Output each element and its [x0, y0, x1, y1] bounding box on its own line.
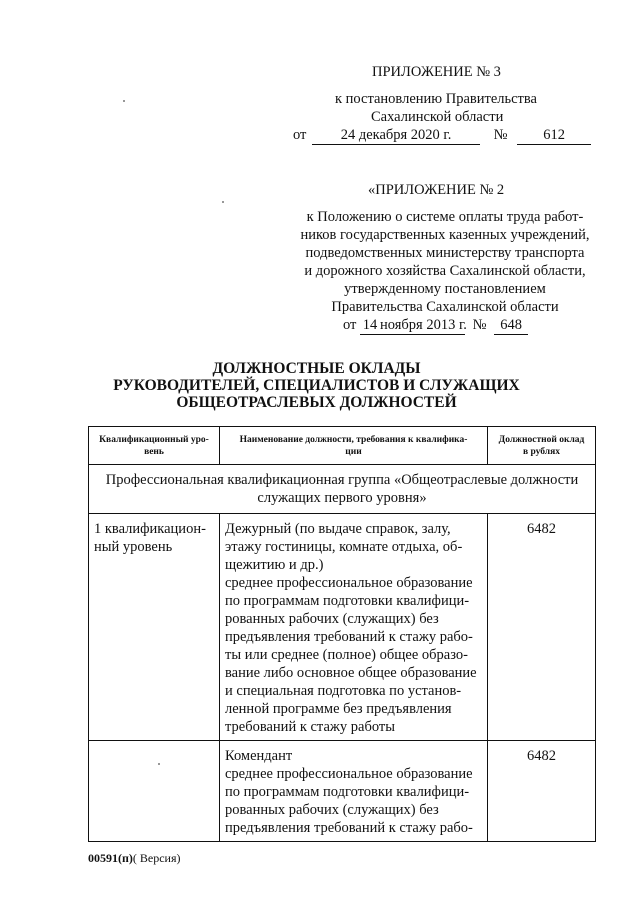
level-cell — [89, 741, 219, 751]
appendix2-line: Правительства Сахалинской области — [331, 299, 559, 315]
level-cell: 1 квалификацион- ный уровень — [94, 521, 206, 555]
number-label: № — [472, 317, 487, 333]
footer — [88, 851, 181, 866]
description-cell: Дежурный (по выдаче справок, залу, этажу гостиницы, комнате отдыха, об- щежитию и др.) среднее профессиональное образование по программам подготовки квалифици- рованных рабочих (служащих) без предъявления требований к стажу рабо- ты или среднее (полное) общее образо- вание либо основное общее образование и специальная подготовка по установ- ленной программе без предъявления требований к стажу работы — [225, 521, 477, 735]
appendix2-date-line — [343, 316, 528, 335]
appendix3-number: 612 — [517, 126, 591, 145]
scan-speck — [158, 763, 160, 765]
column-header: Квалификационный уро- вень — [89, 427, 220, 465]
appendix3-line2: Сахалинской области — [371, 109, 504, 125]
appendix2-month-year: ноября 2013 г. — [380, 317, 467, 333]
appendix3-title: ПРИЛОЖЕНИЕ № 3 — [372, 64, 501, 80]
heading-line1: ДОЛЖНОСТНЫЕ ОКЛАДЫ — [212, 360, 421, 377]
appendix2-number: 648 — [494, 316, 528, 335]
table-row — [89, 741, 596, 842]
appendix3-line1: к постановлению Правительства — [335, 91, 537, 107]
from-label: от — [293, 127, 307, 143]
column-header: Должностной оклад в рублях — [488, 427, 596, 465]
table-row — [89, 514, 596, 741]
salary-cell: 6482 — [527, 748, 556, 764]
appendix2-title: «ПРИЛОЖЕНИЕ № 2 — [368, 182, 505, 198]
appendix3-date-line — [293, 126, 591, 145]
scan-speck — [123, 100, 125, 102]
appendix2-line: утвержденному постановлением — [344, 281, 546, 297]
group-title: Профессиональная квалификационная группа «Общеотраслевые должности служащих первого уровня» — [105, 472, 579, 506]
appendix2-line: подведомственных министерству транспорта — [305, 245, 585, 261]
appendix2-day: 14 — [360, 316, 380, 335]
appendix2-lines — [280, 208, 610, 316]
number-label: № — [493, 127, 508, 143]
footer-version: ( Версия) — [132, 851, 181, 865]
salary-table — [88, 426, 596, 842]
scan-speck — [222, 201, 224, 203]
from-label: от — [343, 317, 357, 333]
table-header-row — [89, 427, 596, 465]
appendix2-line: и дорожного хозяйства Сахалинской области, — [304, 263, 586, 279]
heading-line3: ОБЩЕОТРАСЛЕВЫХ ДОЛЖНОСТЕЙ — [176, 394, 457, 411]
footer-code: 00591(п) — [88, 851, 133, 865]
appendix2-line: к Положению о системе оплаты труда работ- — [306, 209, 584, 225]
description-cell: Комендант среднее профессиональное образование по программам подготовки квалифици- рованных рабочих (служащих) без предъявления требований к стажу рабо- — [225, 748, 473, 836]
group-row — [89, 465, 596, 514]
salary-cell: 6482 — [527, 521, 556, 537]
heading-line2: РУКОВОДИТЕЛЕЙ, СПЕЦИАЛИСТОВ И СЛУЖАЩИХ — [113, 377, 520, 394]
appendix2-line: ников государственных казенных учреждений, — [300, 227, 590, 243]
appendix3-date: 24 декабря 2020 г. — [312, 126, 480, 145]
column-header: Наименование должности, требования к квалифика- ции — [220, 427, 488, 465]
